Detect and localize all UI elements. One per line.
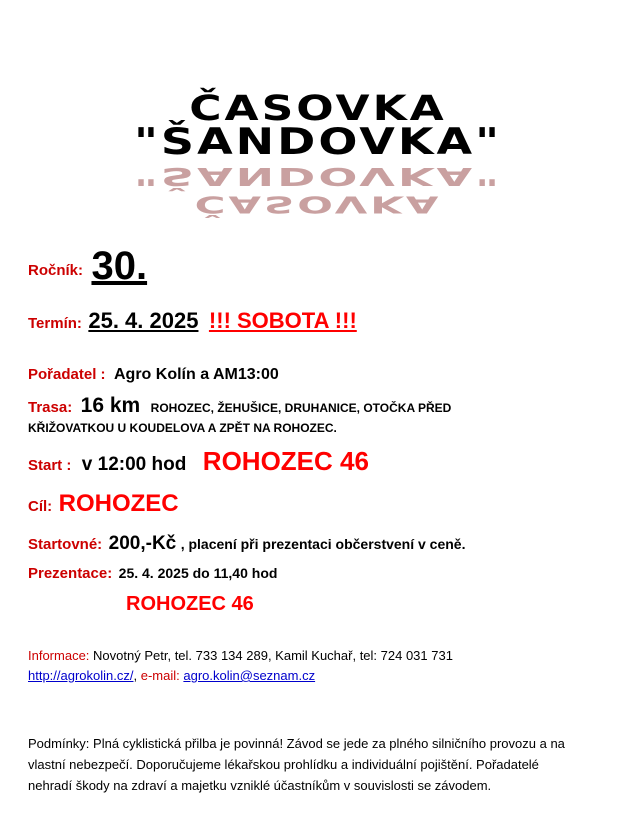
prezentace-row: [28, 565, 277, 583]
poradatel-label: Pořadatel :: [28, 366, 106, 383]
rocnik-row: [28, 244, 147, 294]
cil-row: [28, 490, 179, 518]
informace-links-row: [28, 668, 315, 683]
email-label: e-mail:: [140, 668, 180, 683]
startovne-amount: 200,-Kč: [108, 533, 177, 554]
prezentace-value: 25. 4. 2025 do 11,40 hod: [118, 565, 278, 581]
termin-row: [28, 308, 357, 334]
informace-label: Informace:: [28, 648, 90, 663]
start-place: ROHOZEC 46: [202, 446, 369, 476]
startovne-note: , placení při prezentaci občerstvení v ceně.: [180, 536, 466, 552]
title-reflection-line-2: "ŠANDOVKA": [133, 162, 503, 192]
poradatel-row: [28, 366, 279, 384]
website-link[interactable]: http://agrokolin.cz/: [28, 668, 134, 683]
trasa-route-1: ROHOZEC, ŽEHUŠICE, DRUHANICE, OTOČKA PŘED: [150, 401, 452, 415]
termin-note: !!! SOBOTA !!!: [208, 308, 357, 333]
rocnik-value: 30.: [91, 244, 148, 288]
trasa-route-2: KŘIŽOVATKOU U KOUDELOVA A ZPĚT NA ROHOZEC.: [28, 421, 337, 435]
start-label: Start :: [28, 457, 72, 474]
prezentace-place: ROHOZEC 46: [126, 593, 254, 615]
prezentace-label: Prezentace:: [28, 565, 113, 582]
rocnik-label: Ročník:: [28, 262, 84, 279]
email-link[interactable]: agro.kolin@seznam.cz: [183, 668, 316, 683]
links-separator: ,: [133, 668, 138, 683]
cil-value: ROHOZEC: [58, 490, 179, 517]
title-reflection-line-1: ČASOVKA: [194, 191, 442, 218]
informace-contacts: Novotný Petr, tel. 733 134 289, Kamil Kuchař, tel: 724 031 731: [93, 648, 453, 663]
trasa-distance: 16 km: [80, 394, 141, 417]
poradatel-value: Agro Kolín a AM13:00: [113, 366, 279, 383]
startovne-label: Startovné:: [28, 536, 103, 553]
start-row: [28, 446, 369, 477]
termin-label: Termín:: [28, 315, 82, 332]
start-time: v 12:00 hod: [81, 454, 187, 475]
title-line-1: ČASOVKA: [189, 88, 447, 129]
podminky-line-1: Podmínky: Plná cyklistická přilba je povinná! Závod se jede za plného silničního provozu a na: [28, 736, 565, 751]
podminky-line-3: nehradí škody na zdraví a majetku vzniklé účastníkům v souvislosti se závodem.: [28, 778, 492, 793]
trasa-row: [28, 394, 451, 418]
podminky-block: [28, 733, 565, 796]
informace-row: [28, 648, 453, 663]
title-line-2: "ŠANDOVKA": [133, 119, 503, 163]
podminky-line-2: vlastní nebezpečí. Doporučujeme lékařskou prohlídku a individuální pojištění. Pořadatelé: [28, 757, 539, 772]
cil-label: Cíl:: [28, 498, 53, 515]
termin-date: 25. 4. 2025: [88, 308, 199, 333]
startovne-row: [28, 533, 465, 555]
trasa-label: Trasa:: [28, 399, 73, 416]
